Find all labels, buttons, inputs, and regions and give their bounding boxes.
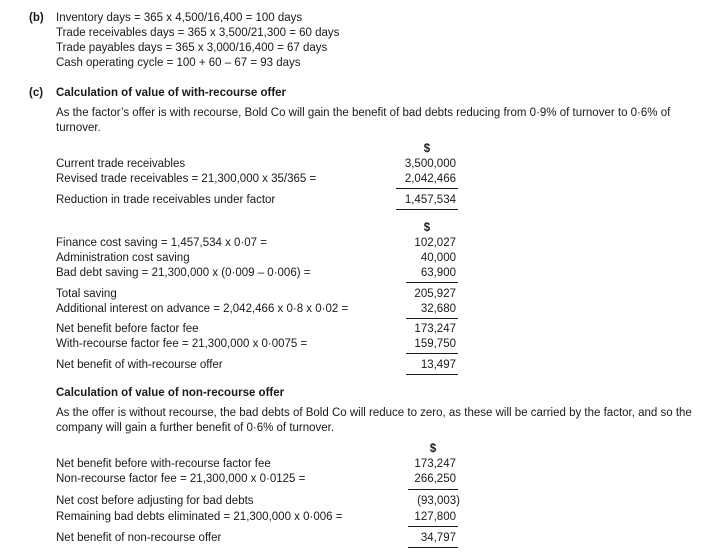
total-rule xyxy=(408,547,458,548)
subtotal-rule xyxy=(406,318,458,319)
with-recourse-fee-value: 159,750 xyxy=(414,338,456,350)
non-recourse-intro: As the offer is without recourse, the bad debts of Bold Co will reduce to zero, as these will be carried by the factor, and so the company will gain a further benefit of 0·6% of turnover. xyxy=(56,407,692,434)
cash-cycle-line: Cash operating cycle = 100 + 60 – 67 = 93 days xyxy=(56,57,301,69)
with-recourse-heading: Calculation of value of with-recourse offer xyxy=(56,87,287,99)
finance-cost-value: 102,027 xyxy=(414,237,456,249)
subtotal-rule xyxy=(406,353,458,354)
subtotal-rule xyxy=(406,282,458,283)
non-recourse-fee-label: Non-recourse factor fee = 21,300,000 x 0·0125 = xyxy=(56,473,306,485)
finance-cost-label: Finance cost saving = 1,457,534 x 0·07 = xyxy=(56,237,267,249)
net-cost-label: Net cost before adjusting for bad debts xyxy=(56,495,254,507)
net-benefit-non-recourse-label: Net benefit of non-recourse offer xyxy=(56,532,222,544)
net-benefit-before-with-recourse-fee-label: Net benefit before with-recourse factor fee xyxy=(56,458,271,470)
currency-header-2: $ xyxy=(423,222,431,234)
reduction-receivables-label: Reduction in trade receivables under factor xyxy=(56,194,276,206)
net-benefit-before-fee-label: Net benefit before factor fee xyxy=(56,323,199,335)
additional-interest-value: 32,680 xyxy=(420,303,456,315)
payables-days-line: Trade payables days = 365 x 3,000/16,400 = 67 days xyxy=(56,42,328,54)
section-b-label: (b) xyxy=(29,12,44,24)
net-benefit-before-with-recourse-fee-value: 173,247 xyxy=(414,458,456,470)
revised-receivables-value: 2,042,466 xyxy=(404,173,456,185)
bad-debt-saving-value: 63,900 xyxy=(420,267,456,279)
total-saving-label: Total saving xyxy=(56,288,117,300)
non-recourse-heading: Calculation of value of non-recourse offer xyxy=(56,387,285,399)
net-benefit-with-recourse-value: 13,497 xyxy=(420,359,456,371)
net-cost-value: (93,003) xyxy=(417,495,460,507)
net-benefit-with-recourse-label: Net benefit of with-recourse offer xyxy=(56,359,223,371)
bad-debt-saving-label: Bad debt saving = 21,300,000 x (0·009 – 0·006) = xyxy=(56,267,311,279)
additional-interest-label: Additional interest on advance = 2,042,466 x 0·8 x 0·02 = xyxy=(56,303,349,315)
revised-receivables-label: Revised trade receivables = 21,300,000 x 35/365 = xyxy=(56,173,317,185)
non-recourse-fee-value: 266,250 xyxy=(414,473,456,485)
reduction-receivables-value: 1,457,534 xyxy=(404,194,456,206)
inventory-days-line: Inventory days = 365 x 4,500/16,400 = 100 days xyxy=(56,12,303,24)
remaining-bad-debts-value: 127,800 xyxy=(414,511,456,523)
admin-cost-value: 40,000 xyxy=(420,252,456,264)
net-benefit-non-recourse-value: 34,797 xyxy=(420,532,456,544)
currency-header-1: $ xyxy=(423,143,431,155)
section-c-label: (c) xyxy=(29,87,44,99)
total-rule xyxy=(396,209,458,210)
currency-header-3: $ xyxy=(429,443,437,455)
current-receivables-value: 3,500,000 xyxy=(404,158,456,170)
subtotal-rule xyxy=(408,526,458,527)
net-benefit-before-fee-value: 173,247 xyxy=(414,323,456,335)
admin-cost-label: Administration cost saving xyxy=(56,252,190,264)
total-rule xyxy=(406,374,458,375)
with-recourse-intro: As the factor’s offer is with recourse, Bold Co will gain the benefit of bad debts reducing from 0·9% of turnover to 0·6% of turnover. xyxy=(56,107,671,134)
total-saving-value: 205,927 xyxy=(414,288,456,300)
subtotal-rule xyxy=(408,489,458,490)
with-recourse-fee-label: With-recourse factor fee = 21,300,000 x 0·0075 = xyxy=(56,338,308,350)
current-receivables-label: Current trade receivables xyxy=(56,158,186,170)
receivables-days-line: Trade receivables days = 365 x 3,500/21,300 = 60 days xyxy=(56,27,340,39)
remaining-bad-debts-label: Remaining bad debts eliminated = 21,300,000 x 0·006 = xyxy=(56,511,343,523)
subtotal-rule xyxy=(396,188,458,189)
